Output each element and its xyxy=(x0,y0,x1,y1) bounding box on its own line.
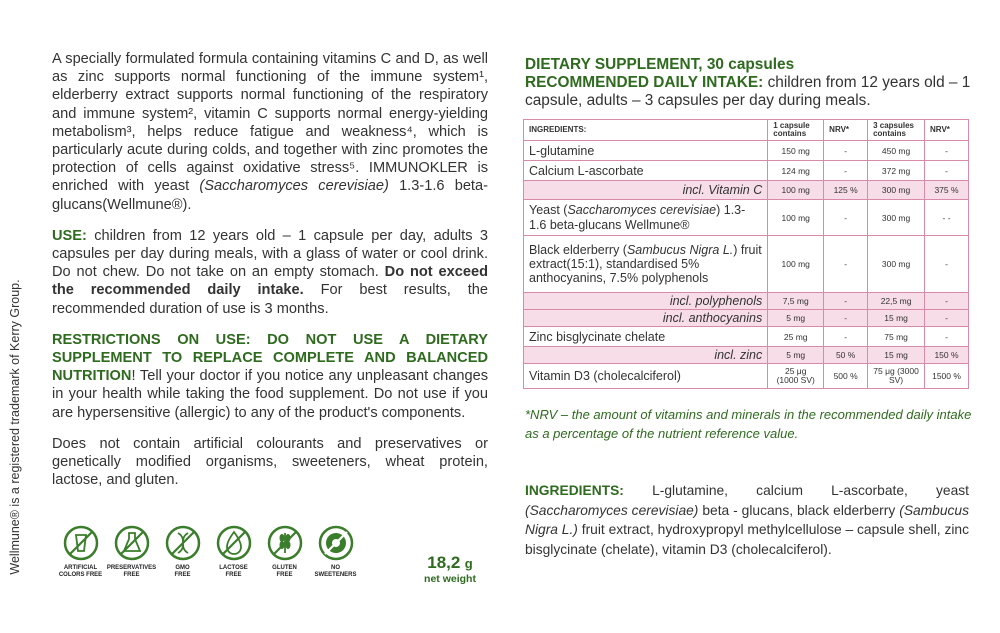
icon-label: GLUTEN FREE xyxy=(272,565,297,578)
artificial-colors-free-icon xyxy=(63,525,99,561)
table-row: Vitamin D3 (cholecalciferol) 25 μg (1000 SV) 500 % 75 μg (3000 SV) 1500 % xyxy=(524,364,969,389)
table-row: Black elderberry (Sambucus Nigra L.) fruit extract(15:1), standardised 5% anthocyanins, 7.5% polyphenols 100 mg - 300 mg - xyxy=(524,236,969,293)
table-row: Yeast (Saccharomyces cerevisiae) 1.3-1.6 beta-glucans Wellmune® 100 mg - 300 mg - - xyxy=(524,200,969,236)
gmo-free-badge xyxy=(160,525,205,595)
ingredients-list: INGREDIENTS: L-glutamine, calcium L-ascorbate, yeast (Saccharomyces cerevisiae) beta - glucans, black elderberry (Sambucus Nigra L.) fruit extract, hydroxypropyl methylcellulose – capsule shell, zinc bisglycinate (chelate), vitamin D3 (cholecalciferol). xyxy=(525,483,969,557)
free-from-paragraph: Does not contain artificial colourants and preservatives or genetically modified organisms, sweeteners, wheat protein, lactose, and gluten. xyxy=(52,435,488,489)
table-row: incl. anthocyanins 5 mg - 15 mg - xyxy=(524,310,969,327)
right-column xyxy=(525,56,975,110)
icon-label: GMO FREE xyxy=(174,565,191,578)
no-sweeteners-badge xyxy=(313,525,358,595)
gluten-free-badge xyxy=(262,525,307,595)
table-row: incl. zinc 5 mg 50 % 15 mg 150 % xyxy=(524,347,969,364)
icon-label: NO SWEETENERS xyxy=(314,565,357,578)
ingredients-table xyxy=(523,119,969,389)
table-row: Zinc bisglycinate chelate 25 mg - 75 mg - xyxy=(524,327,969,347)
table-row: incl. Vitamin C 100 mg 125 % 300 mg 375 % xyxy=(524,181,969,200)
header-1-capsule: 1 capsule contains xyxy=(768,120,824,141)
ingredients-label: INGREDIENTS: xyxy=(525,483,624,498)
gluten-free-icon xyxy=(267,525,303,561)
preservatives-free-badge xyxy=(106,525,157,595)
net-weight-label: net weight xyxy=(424,573,476,585)
intro-paragraph: A specially formulated formula containing vitamins C and D, as well as zinc supports normal functioning of the immune system¹, elderberry extract supports normal functioning of the respiratory and immune system², vitamin C supports normal energy-yielding metabolism³, helps reduce fatigue and weakness⁴, which is particularly acute during colds, and together with zinc promotes the protection of cells against oxidative stress⁵. IMMUNOKLER is enriched with yeast (Saccharomyces cerevisiae) 1.3-1.6 beta-glucans(Wellmune®). xyxy=(52,51,488,213)
net-weight xyxy=(410,553,490,585)
lactose-free-icon xyxy=(216,525,252,561)
icon-label: LACTOSE FREE xyxy=(219,565,248,578)
supplement-title: DIETARY SUPPLEMENT, 30 capsules xyxy=(525,56,795,73)
no-sweeteners-icon xyxy=(318,525,354,561)
trademark-note: Wellmune® is a registered trademark of Kerry Group. xyxy=(8,279,22,575)
header-nrv-1: NRV* xyxy=(824,120,868,141)
gmo-free-icon xyxy=(165,525,201,561)
restrictions-paragraph: RESTRICTIONS ON USE: DO NOT USE A DIETARY SUPPLEMENT TO REPLACE COMPLETE AND BALANCED NUTRITION! Tell your doctor if you notice any unpleasant changes in your health while taking the food supplement. Do not use if you are hypersensitive (allergic) to any of the product's components. xyxy=(52,331,488,421)
table-row: Calcium L-ascorbate 124 mg - 372 mg - xyxy=(524,161,969,181)
header-ingredients: INGREDIENTS: xyxy=(524,120,768,141)
icon-label: PRESERVATIVES FREE xyxy=(106,565,157,578)
icon-label: ARTIFICIAL COLORS FREE xyxy=(58,565,103,578)
left-column xyxy=(52,50,488,502)
table-row: L-glutamine 150 mg - 450 mg - xyxy=(524,141,969,161)
use-paragraph: USE: children from 12 years old – 1 capsule per day, adults 3 capsules per day during meals, with a glass of water or cool drink. Do not chew. Do not take on an empty stomach. Do not exceed the recommended daily intake. For best results, the recommended duration of use is 3 months. xyxy=(52,227,489,317)
free-from-icons xyxy=(58,525,358,595)
artificial-colors-free-badge xyxy=(58,525,103,595)
net-weight-unit: g xyxy=(464,556,473,571)
header-nrv-3: NRV* xyxy=(925,120,969,141)
lactose-free-badge xyxy=(211,525,256,595)
nrv-footnote: *NRV – the amount of vitamins and minerals in the recommended daily intake as a percentage of the nutrient reference value. xyxy=(525,407,972,441)
preservatives-free-icon xyxy=(114,525,150,561)
table-row: incl. polyphenols 7,5 mg - 22,5 mg - xyxy=(524,293,969,310)
table-header-row xyxy=(524,120,969,141)
net-weight-value: 18,2 xyxy=(427,553,461,572)
header-3-capsules: 3 capsules contains xyxy=(868,120,925,141)
daily-intake: RECOMMENDED DAILY INTAKE: children from 12 years old – 1 capsule, adults – 3 capsules per day during meals. xyxy=(525,74,971,109)
